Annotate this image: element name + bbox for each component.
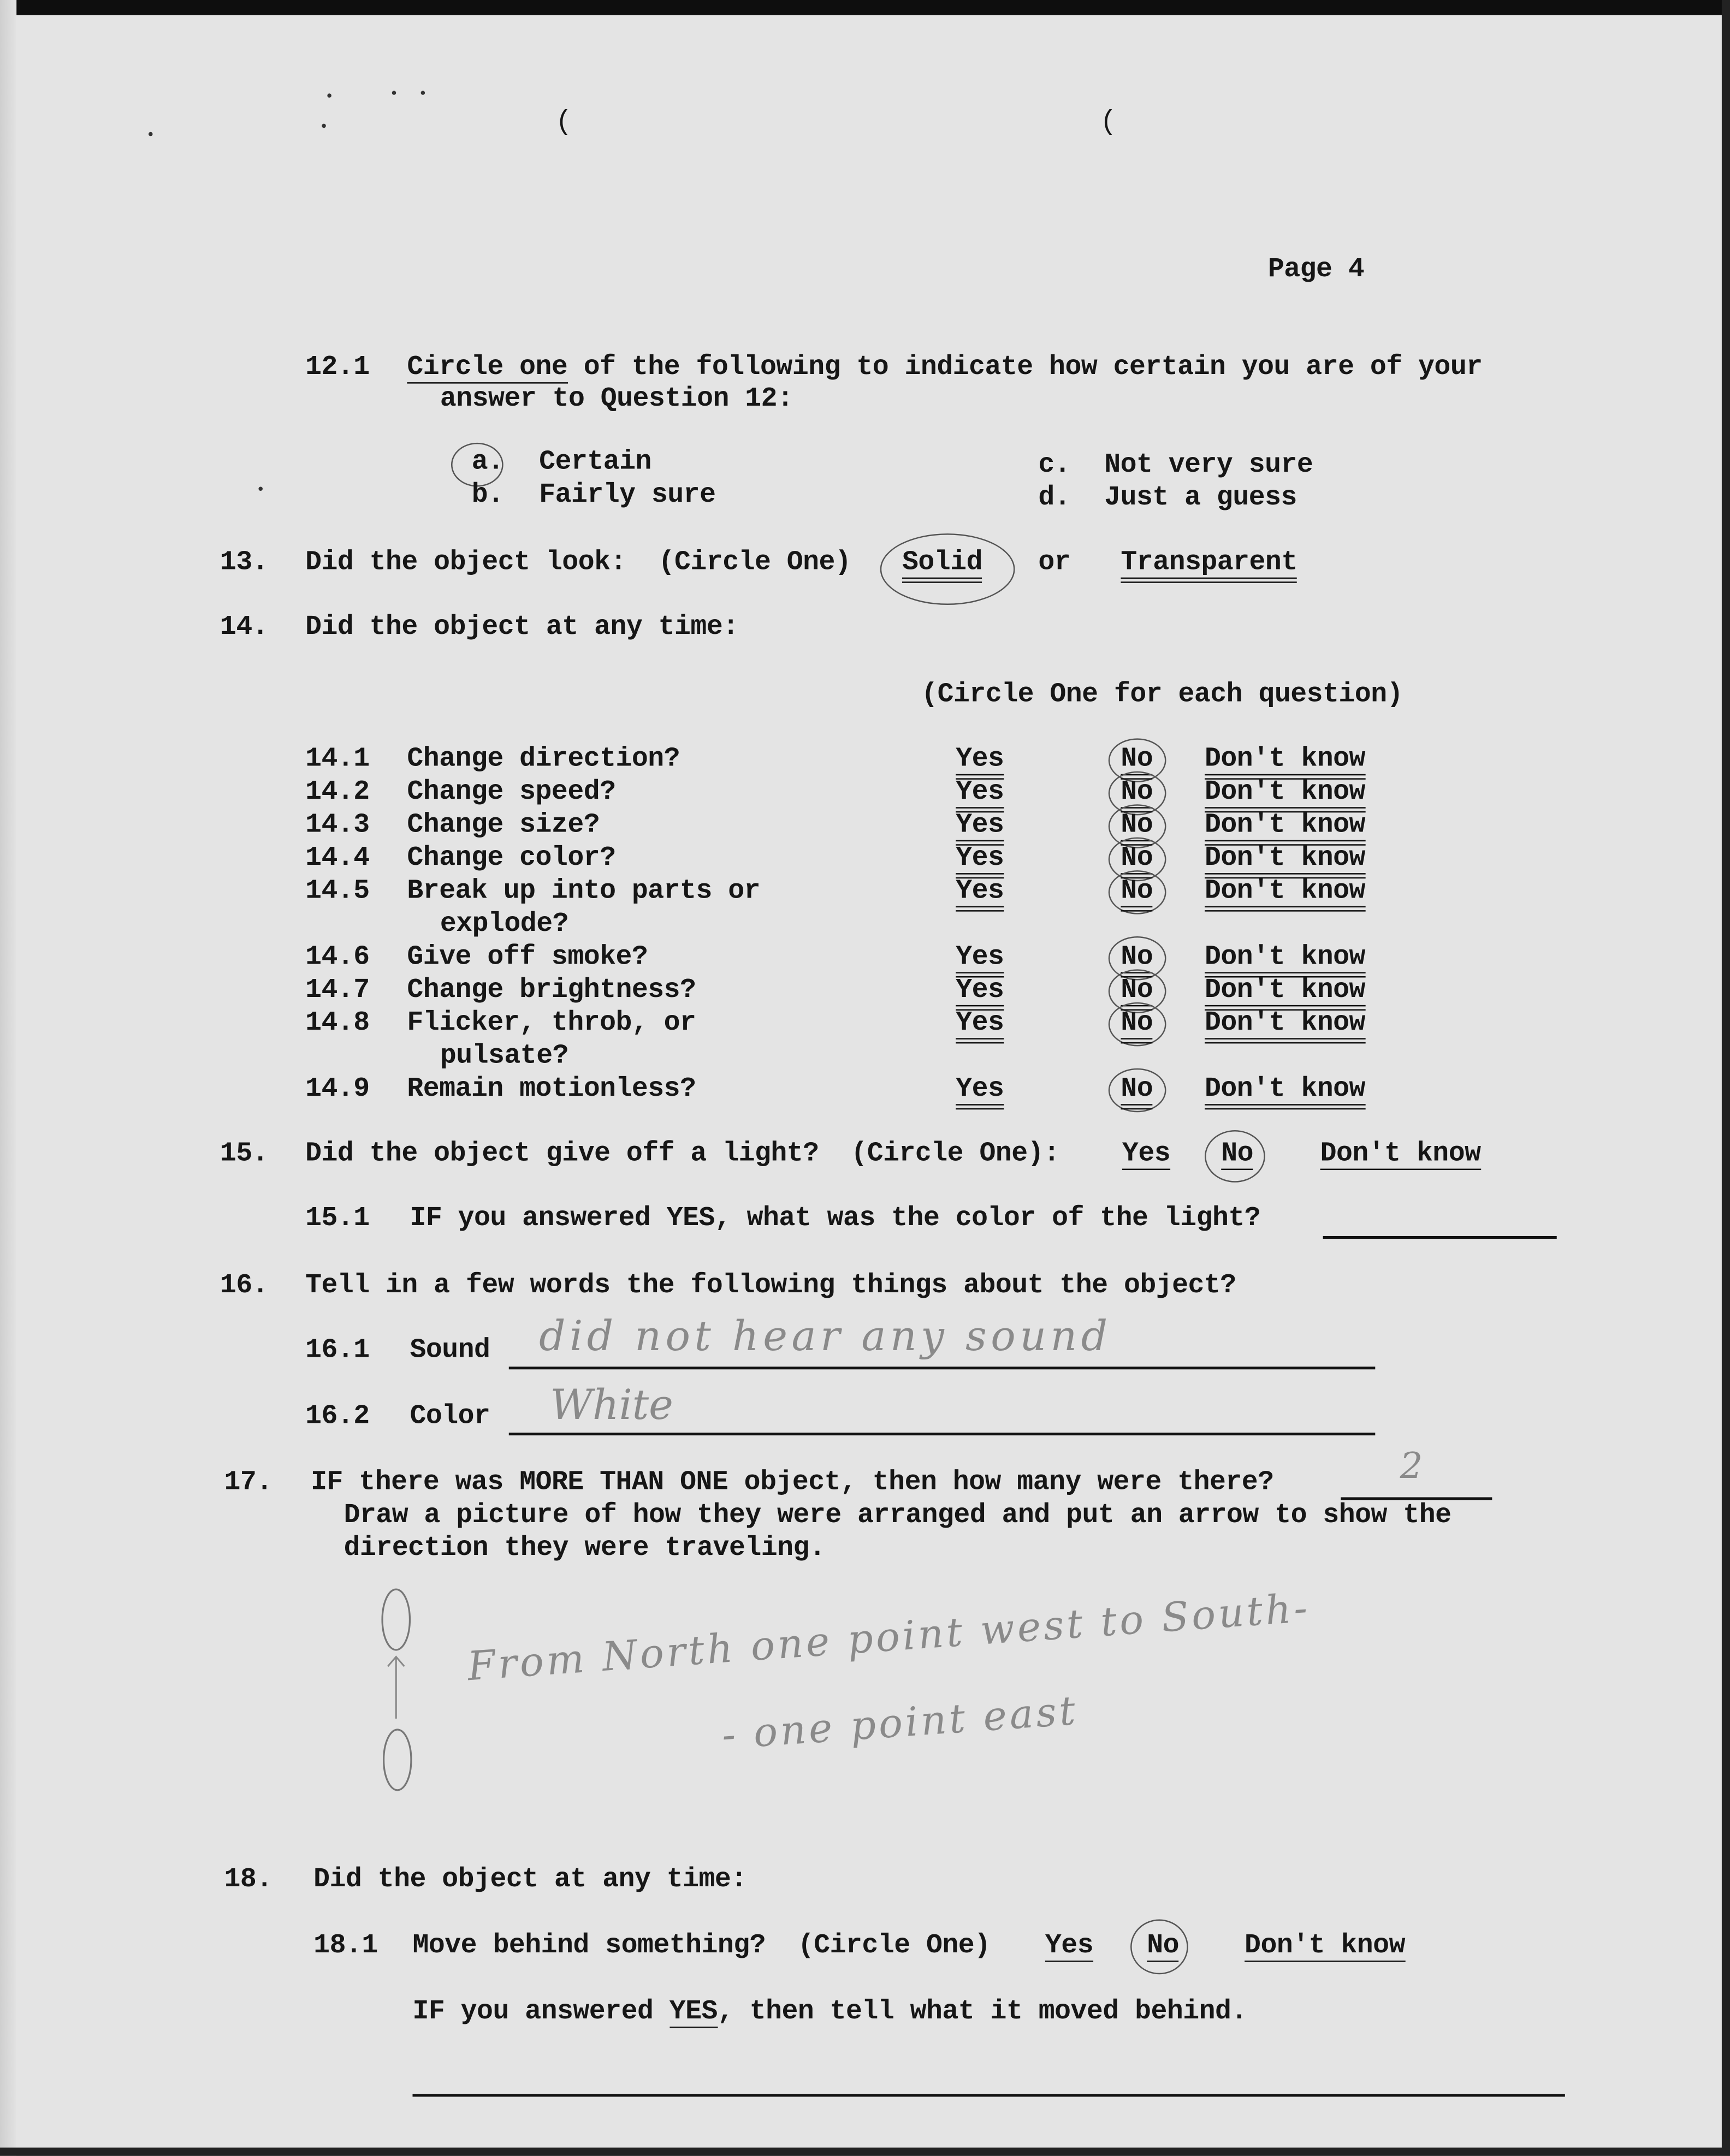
q15-number: 15. — [220, 1138, 269, 1169]
q12-option-a-label[interactable]: Certain — [539, 447, 651, 477]
q18-followup-yes: YES — [670, 1997, 718, 2028]
q15-text: Did the object give off a light? (Circle One): — [305, 1138, 1060, 1169]
q15-1-answer-line[interactable] — [1323, 1236, 1557, 1239]
arrow-sketch — [388, 1657, 404, 1719]
q12-option-c-label[interactable]: Not very sure — [1104, 449, 1313, 480]
q14-option-yes[interactable] — [956, 843, 1004, 873]
q14-option-dont-know-label: Don't know — [1205, 975, 1365, 1010]
q14-text: Did the object at any time: — [305, 611, 739, 643]
q15-1-text: IF you answered YES, what was the color of the light? — [410, 1203, 1261, 1233]
q14-option-no[interactable] — [1121, 843, 1153, 873]
q12-1-emphasis: Circle one — [407, 352, 567, 384]
q14-option-yes-label: Yes — [956, 975, 1004, 1010]
q14-item-number: 14.9 — [305, 1073, 370, 1104]
q14-item-label: Give off smoke? — [407, 942, 648, 972]
q14-option-no[interactable] — [1121, 942, 1153, 972]
q18-option-no[interactable] — [1147, 1931, 1179, 1961]
q16-2-number: 16.2 — [305, 1401, 370, 1432]
q14-item-label-line2: explode? — [440, 908, 569, 939]
q14-item-number: 14.7 — [305, 975, 370, 1005]
q13-text: Did the object look: (Circle One) — [305, 547, 851, 578]
scan-speck — [322, 124, 326, 128]
q14-option-no-label: No — [1121, 777, 1153, 812]
q13-option-solid[interactable] — [902, 547, 982, 577]
q14-option-no-label: No — [1121, 975, 1153, 1010]
q15-option-yes[interactable] — [1122, 1138, 1170, 1168]
q14-item-number: 14.5 — [305, 876, 370, 906]
q12-option-d-label[interactable]: Just a guess — [1104, 482, 1297, 513]
q13-or: or — [1038, 547, 1071, 578]
q14-option-dont-know[interactable] — [1205, 1074, 1365, 1104]
q18-dk-label: Don't know — [1245, 1931, 1405, 1962]
q14-item-number: 14.3 — [305, 810, 370, 840]
scan-speck — [327, 93, 331, 98]
q14-option-dont-know-label: Don't know — [1205, 744, 1365, 779]
q14-option-dont-know[interactable] — [1205, 942, 1365, 972]
q12-1-text-rest: of the following to indicate how certain you are of your — [567, 352, 1483, 383]
q18-no-label: No — [1147, 1931, 1179, 1962]
q15-no-label: No — [1221, 1138, 1253, 1170]
q17-text-line3: direction they were traveling. — [343, 1533, 826, 1564]
scan-speck — [392, 91, 396, 95]
q18-1-number: 18.1 — [313, 1930, 378, 1961]
q14-option-yes[interactable] — [956, 744, 1004, 774]
q14-option-no[interactable] — [1121, 810, 1153, 840]
q12-option-a-key[interactable]: a. — [471, 447, 504, 477]
color-answer-line[interactable] — [509, 1433, 1376, 1435]
q12-1-number: 12.1 — [305, 352, 370, 383]
scan-speck — [421, 91, 425, 95]
drawing-note-line1: From North one point west to South- — [466, 1584, 1312, 1690]
object-2-sketch — [384, 1730, 411, 1790]
q15-option-dont-know[interactable] — [1320, 1138, 1481, 1168]
q18-followup-rest: , then tell what it moved behind. — [717, 1996, 1247, 2027]
q14-item-label-line2: pulsate? — [440, 1041, 569, 1071]
q12-option-b-key[interactable]: b. — [471, 479, 504, 510]
q14-option-dont-know-label: Don't know — [1205, 876, 1365, 911]
q14-item-label: Remain motionless? — [407, 1073, 696, 1104]
q14-option-yes[interactable] — [956, 810, 1004, 840]
q14-item-label: Change color? — [407, 842, 616, 874]
q18-followup-text — [412, 1997, 1247, 2027]
scan-speck — [258, 486, 263, 491]
q14-option-dont-know[interactable] — [1205, 1008, 1365, 1038]
q14-option-dont-know[interactable] — [1205, 744, 1365, 774]
q14-option-yes[interactable] — [956, 1074, 1004, 1104]
q13-option-solid-label: Solid — [902, 547, 982, 583]
q13-number: 13. — [220, 547, 269, 578]
q14-option-no[interactable] — [1121, 876, 1153, 906]
q14-option-dont-know-label: Don't know — [1205, 843, 1365, 878]
q15-option-no[interactable] — [1221, 1138, 1253, 1168]
q17-number: 17. — [224, 1467, 272, 1498]
q14-option-dont-know[interactable] — [1205, 975, 1365, 1005]
q14-option-dont-know[interactable] — [1205, 876, 1365, 906]
q16-2-label: Color — [410, 1401, 490, 1432]
q17-text-line1: IF there was MORE THAN ONE object, then how many were there? — [311, 1467, 1274, 1498]
q14-option-dont-know-label: Don't know — [1205, 942, 1365, 977]
q16-1-number: 16.1 — [305, 1335, 370, 1365]
q14-option-no-label: No — [1121, 876, 1153, 911]
q14-option-dont-know[interactable] — [1205, 777, 1365, 807]
q17-count-handwriting: 2 — [1400, 1446, 1423, 1488]
q14-item-number: 14.8 — [305, 1007, 370, 1038]
q14-option-yes-label: Yes — [956, 1074, 1004, 1109]
q12-1-text-line2: answer to Question 12: — [440, 383, 793, 414]
q14-item-label: Break up into parts or — [407, 876, 761, 906]
q14-item-number: 14.6 — [305, 942, 370, 972]
q14-option-no-label: No — [1121, 942, 1153, 977]
q14-option-yes-label: Yes — [956, 810, 1004, 845]
q14-option-yes-label: Yes — [956, 876, 1004, 911]
q14-option-dont-know-label: Don't know — [1205, 1074, 1365, 1109]
scan-speck — [149, 132, 153, 136]
q17-text-line2: Draw a picture of how they were arranged and put an arrow to show the — [343, 1500, 1451, 1530]
q14-option-yes-label: Yes — [956, 1008, 1004, 1043]
q13-option-transparent[interactable] — [1121, 547, 1297, 577]
q14-item-label: Flicker, throb, or — [407, 1007, 696, 1038]
q14-option-dont-know[interactable] — [1205, 810, 1365, 840]
q18-1-text: Move behind something? (Circle One) — [412, 1930, 991, 1961]
q14-option-no[interactable] — [1121, 777, 1153, 807]
page-number: Page 4 — [1267, 254, 1365, 285]
q15-yes-label: Yes — [1122, 1138, 1170, 1170]
q14-item-number: 14.2 — [305, 776, 370, 807]
scan-border-right — [1722, 0, 1730, 2156]
q14-option-yes-label: Yes — [956, 843, 1004, 878]
scan-border-top — [0, 0, 1730, 15]
scan-border-bottom — [0, 2148, 1730, 2156]
scan-shadow-left — [0, 0, 16, 2156]
q14-option-no-label: No — [1121, 744, 1153, 779]
q14-option-yes[interactable] — [956, 777, 1004, 807]
q15-dk-label: Don't know — [1320, 1138, 1481, 1170]
sound-answer-line[interactable] — [509, 1367, 1376, 1369]
q12-1-text — [407, 352, 1482, 382]
q13-option-transparent-label: Transparent — [1121, 547, 1297, 583]
q14-option-no[interactable] — [1121, 1074, 1153, 1104]
q18-followup-prefix: IF you answered — [412, 1996, 670, 2027]
q14-item-label: Change size? — [407, 810, 600, 840]
q15-1-number: 15.1 — [305, 1203, 370, 1233]
q18-yes-label: Yes — [1045, 1931, 1093, 1962]
q18-answer-line[interactable] — [412, 2094, 1565, 2096]
q14-option-dont-know[interactable] — [1205, 843, 1365, 873]
q14-option-no-label: No — [1121, 810, 1153, 845]
q14-option-no-label: No — [1121, 843, 1153, 878]
q14-option-yes-label: Yes — [956, 744, 1004, 779]
q14-option-dont-know-label: Don't know — [1205, 1008, 1365, 1043]
paren-mark: ( — [1100, 107, 1117, 138]
q18-number: 18. — [224, 1864, 272, 1895]
drawing-note-line2: - one point east — [720, 1686, 1080, 1759]
q12-option-c-key[interactable]: c. — [1038, 449, 1071, 480]
q14-option-dont-know-label: Don't know — [1205, 777, 1365, 812]
q18-option-dont-know[interactable] — [1245, 1931, 1405, 1961]
q16-1-label: Sound — [410, 1335, 490, 1365]
q14-item-number: 14.1 — [305, 744, 370, 774]
q14-option-no[interactable] — [1121, 1008, 1153, 1038]
paren-mark: ( — [555, 107, 572, 138]
arrangement-drawing — [358, 1581, 440, 1801]
q18-option-yes[interactable] — [1045, 1931, 1093, 1961]
q14-option-no[interactable] — [1121, 975, 1153, 1005]
q14-option-yes[interactable] — [956, 876, 1004, 906]
q14-option-no-label: No — [1121, 1074, 1153, 1109]
q14-option-yes[interactable] — [956, 975, 1004, 1005]
q12-option-d-key[interactable]: d. — [1038, 482, 1071, 513]
q14-option-yes[interactable] — [956, 1008, 1004, 1038]
object-1-sketch — [382, 1589, 410, 1650]
color-answer-handwriting: White — [550, 1381, 673, 1430]
sound-answer-handwriting: did not hear any sound — [539, 1312, 1112, 1362]
q16-number: 16. — [220, 1270, 269, 1301]
q14-item-label: Change speed? — [407, 776, 616, 807]
q16-text: Tell in a few words the following things about the object? — [305, 1270, 1236, 1301]
q14-option-no-label: No — [1121, 1008, 1153, 1043]
q14-option-yes[interactable] — [956, 942, 1004, 972]
q18-text: Did the object at any time: — [313, 1864, 747, 1895]
q14-option-dont-know-label: Don't know — [1205, 810, 1365, 845]
q14-instruction: (Circle One for each question) — [921, 679, 1403, 710]
q14-item-label: Change direction? — [407, 744, 680, 774]
q12-option-b-label[interactable]: Fairly sure — [539, 479, 716, 510]
q14-number: 14. — [220, 611, 269, 643]
q14-option-yes-label: Yes — [956, 777, 1004, 812]
q14-option-no[interactable] — [1121, 744, 1153, 774]
q14-item-label: Change brightness? — [407, 975, 696, 1005]
q14-item-number: 14.4 — [305, 842, 370, 874]
q14-option-yes-label: Yes — [956, 942, 1004, 977]
